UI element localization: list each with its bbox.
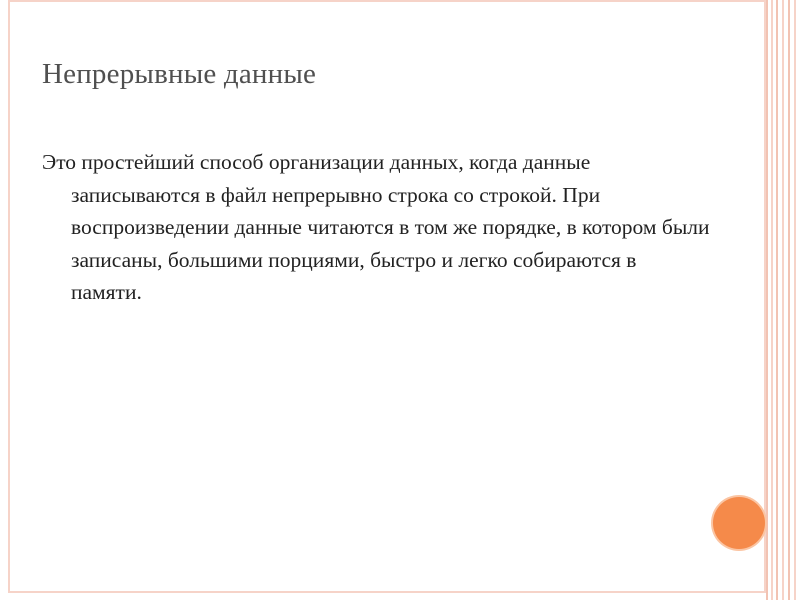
stripe: [794, 0, 796, 600]
stripe: [776, 0, 778, 600]
stripe: [788, 0, 790, 600]
stripe: [782, 0, 784, 600]
decorative-stripes: [766, 0, 800, 600]
slide-title: Непрерывные данные: [42, 58, 317, 90]
slide-body-text: Это простейший способ организации данных, когда данные записываются в файл непрерывно строка со строкой. При воспроизведении данные читаются в том же порядке, в котором были записаны, большими порциями, быстро и легко собираются в памяти.: [42, 150, 710, 304]
accent-circle: [713, 497, 765, 549]
stripe: [766, 0, 768, 600]
stripe: [771, 0, 773, 600]
